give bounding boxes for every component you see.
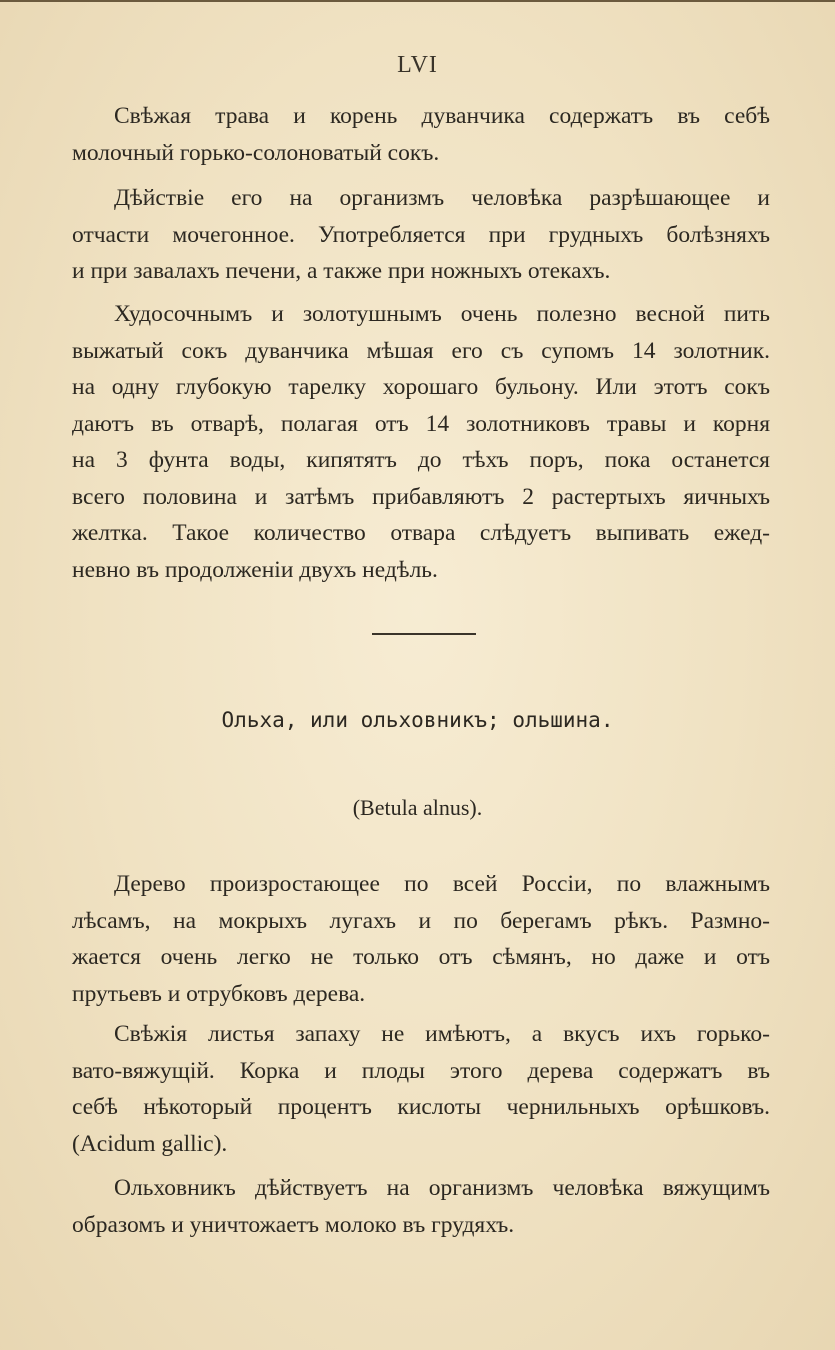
text-line: отчасти мочегонное. Употребляется при грудныхъ болѣзняхъ <box>72 221 770 248</box>
text-line: невно въ продолженіи двухъ недѣль. <box>72 556 438 583</box>
section-heading: Ольха, или ольховникъ; ольшина. <box>221 708 614 732</box>
text-line: лѣсамъ, на мокрыхъ лугахъ и по берегамъ рѣкъ. Размно- <box>72 907 770 934</box>
paragraph-alder-habitat <box>72 866 770 1012</box>
paragraph-alder-properties <box>72 1016 770 1162</box>
text-line: выжатый сокъ дуванчика мѣшая его съ супомъ 14 золотник. <box>72 337 770 364</box>
latin-name: (Betula alnus). <box>352 795 483 820</box>
text-line: даютъ въ отварѣ, полагая отъ 14 золотниковъ травы и корня <box>72 410 770 437</box>
text-line: жается очень легко не только отъ сѣмянъ, но даже и отъ <box>72 944 770 970</box>
paragraph-dandelion-action <box>72 180 770 290</box>
text-line: Свѣжія листья запаху не имѣютъ, а вкусъ ихъ горько- <box>114 1021 770 1047</box>
text-line: молочный горько-солоноватый сокъ. <box>72 139 440 166</box>
paragraph-dandelion-dosage <box>72 296 770 588</box>
text-line: Свѣжая трава и корень дуванчика содержатъ въ себѣ <box>114 103 770 129</box>
text-line: на одну глубокую тарелку хорошаго бульону. Или этотъ сокъ <box>72 374 770 400</box>
text-line: и при завалахъ печени, а также при ножныхъ отекахъ. <box>72 258 611 284</box>
text-line: вато-вяжущій. Корка и плоды этого дерева содержатъ въ <box>72 1057 770 1084</box>
text-line: Худосочнымъ и золотушнымъ очень полезно весной пить <box>114 301 770 327</box>
paragraph-alder-action <box>72 1170 770 1243</box>
page-number: LVI <box>397 52 438 78</box>
text-line: желтка. Такое количество отвара слѣдуетъ выпивать ежед- <box>72 520 770 546</box>
section-divider <box>372 633 476 635</box>
text-line: себѣ нѣкоторый процентъ кислоты чернильныхъ орѣшковъ. <box>72 1094 770 1120</box>
text-line: Дѣйствіе его на организмъ человѣка разрѣшающее и <box>114 185 770 211</box>
text-line: Дерево произростающее по всей Россіи, по влажнымъ <box>114 871 770 897</box>
text-line: прутьевъ и отрубковъ дерева. <box>72 980 366 1007</box>
text-line: Ольховникъ дѣйствуетъ на организмъ человѣка вяжущимъ <box>114 1175 770 1201</box>
text-line: на 3 фунта воды, кипятятъ до тѣхъ поръ, пока останется <box>72 447 770 473</box>
page-top-edge <box>0 0 835 2</box>
text-line: образомъ и уничтожаетъ молоко въ грудяхъ. <box>72 1211 515 1238</box>
paragraph-dandelion-composition <box>72 98 770 171</box>
text-line: всего половина и затѣмъ прибавляютъ 2 растертыхъ яичныхъ <box>72 483 770 510</box>
text-line: (Acidum gallic). <box>72 1130 228 1157</box>
